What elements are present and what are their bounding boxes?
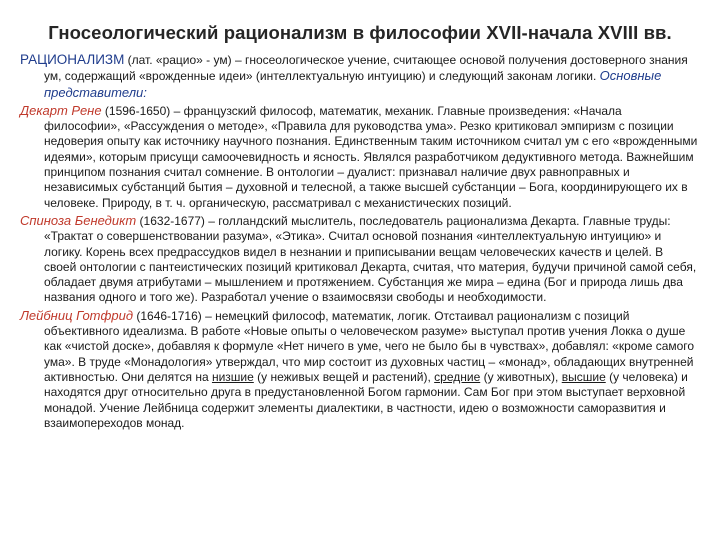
spinoza-text: (1632-1677) – голландский мыслитель, последователь рационализма Декарта. Главные труды: «Трактат о совершенствовании разума», «Этика». Считал основой познания «интеллектуальную интуицию» и логику. Корень всех предрассудков видел в незнании и приписывании вещам человеческих качеств и целей. В своей онтологии с пантеистических позиций критиковал Декарта, считая, что материя, будучи причиной самой себя, обладает двумя атрибутами – мышлением и протяжением. Субстанция же мира – едина (Бог и природа лишь два названия одного и того же). Разработал учение о взаимосвязи свободы и необходимости.: [44, 213, 697, 305]
rationalism-term: РАЦИОНАЛИЗМ: [20, 52, 125, 67]
spinoza-name: Спиноза Бенедикт: [20, 212, 137, 228]
monads-higher: высшие: [561, 369, 606, 384]
descartes-text: (1596-1650) – французский философ, математик, механик. Главные произведения: «Начала философии», «Рассуждения о методе», «Правила для руководства ума». Резко критиковал эмпиризм с позиции недоверия опыту как источнику научного познания. Единственным таким источником считал ум с его «врожденными идеями», которым присущи самоочевидность и ясность. Являлся разработчиком дедуктивного метода. Важнейшим принципом познания считал сомнение. В онтологии – дуалист: признавал наличие двух равноправных и независимых субстанций бытия – духовной и телесной, а также высшей субстанции – Бога, координирующего их в человеке. Природу, в т. ч. органическую, рассматривал с механистических позиций.: [44, 103, 698, 210]
leibniz-name: Лейбниц Готфрид: [20, 307, 134, 323]
leibniz-paragraph: [20, 308, 698, 431]
descartes-paragraph: [20, 103, 698, 211]
representatives-heading: Основные представители:: [44, 68, 662, 100]
rationalism-definition: (лат. «рацио» - ум) – гносеологическое учение, считающее основой получения достоверного знания ум, содержащий «врожденные идеи» (интеллектуальную интуицию) и следующий законам логики.: [44, 53, 688, 84]
descartes-name: Декарт Рене: [20, 102, 102, 118]
monads-lower: низшие: [211, 369, 254, 384]
leibniz-text-3: (у животных),: [480, 369, 562, 384]
page-title: Гносеологический рационализм в философии XVII-начала XVIII вв.: [48, 22, 672, 43]
leibniz-text-1: (1646-1716) – немецкий философ, математик, логик. Отстаивал рационализм с позиций объективного идеализма. В работе «Новые опыты о человеческом разуме» выступал против учения Локка о душе как «чистой доске», добавляя к формуле «Нет ничего в уме, чего не было бы в чувствах», добавлял: «кроме самого ума». В труде «Монадология» утверждал, что мир состоит из духовных частиц – «монад», обладающих внутренней активностью. Они делятся на: [44, 308, 695, 384]
monads-middle: средние: [434, 369, 481, 384]
slide-content: [20, 52, 698, 431]
leibniz-text-4: (у человека) и находятся друг относительно друга в предустановленной Богом гармонии. Сам Бог при этом выступает верховной монадой. Учение Лейбница содержит элементы диалектики, в частности, идею о возможности саморазвития и взаимопереходов монад.: [44, 369, 688, 430]
spinoza-paragraph: [20, 213, 698, 306]
rationalism-paragraph: [20, 52, 698, 101]
leibniz-text-2: (у неживых вещей и растений),: [253, 369, 435, 384]
